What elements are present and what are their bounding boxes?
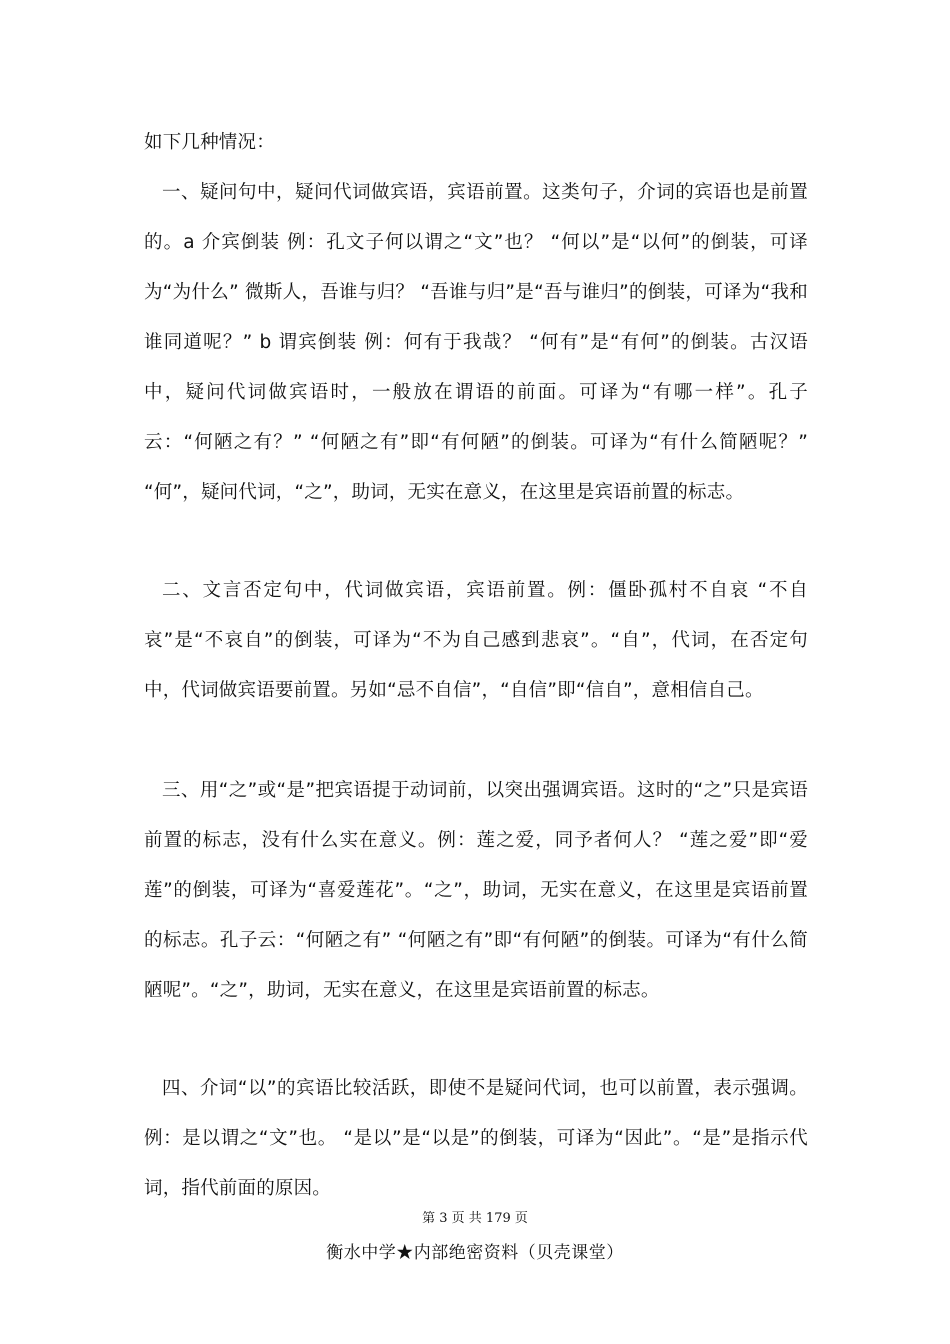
paragraph-4-yi: 四、介词“以”的宾语比较活跃，即使不是疑问代词，也可以前置，表示强调。例：是以谓之“文”也。 “是以”是“以是”的倒装，可译为“因此”。“是”是指示代词，指代前面的原因。	[144, 1078, 808, 1199]
paragraph-1-interrogative: 一、疑问句中，疑问代词做宾语，宾语前置。这类句子，介词的宾语也是前置的。a 介宾倒装 例：孔文子何以谓之“文”也？ “何以”是“以何”的倒装，可译为“为什么” 微斯人，吾谁与归？ “吾谁与归”是“吾与谁归”的倒装，可译为“我和谁同道呢？” b 谓宾倒装 例：何有于我哉？ “何有”是“有何”的倒装。古汉语中，疑问代词做宾语时，一般放在谓语的前面。可译为“有哪一样”。孔子云：“何陋之有？” “何陋之有”即“有何陋”的倒装。可译为“有什么简陋呢？” “何”，疑问代词，“之”，助词，无实在意义，在这里是宾语前置的标志。	[144, 182, 808, 503]
intro-line: 如下几种情况：	[144, 132, 275, 153]
paragraph-2-negative: 二、文言否定句中，代词做宾语，宾语前置。例：僵卧孤村不自哀 “不自哀”是“不哀自”的倒装，可译为“不为自己感到悲哀”。“自”，代词，在否定句中，代词做宾语要前置。另如“忌不自信”，“自信”即“信自”，意相信自己。	[144, 580, 808, 701]
paragraph-3-zhi-shi: 三、用“之”或“是”把宾语提于动词前，以突出强调宾语。这时的“之”只是宾语前置的标志，没有什么实在意义。例：莲之爱，同予者何人？ “莲之爱”即“爱莲”的倒装，可译为“喜爱莲花”。“之”，助词，无实在意义，在这里是宾语前置的标志。孔子云：“何陋之有” “何陋之有”即“有何陋”的倒装。可译为“有什么简陋呢”。“之”，助词，无实在意义，在这里是宾语前置的标志。	[144, 780, 808, 1001]
footer-source: 衡水中学★内部绝密资料（贝壳课堂）	[326, 1243, 624, 1263]
page-number: 第 3 页 共 179 页	[422, 1211, 528, 1226]
